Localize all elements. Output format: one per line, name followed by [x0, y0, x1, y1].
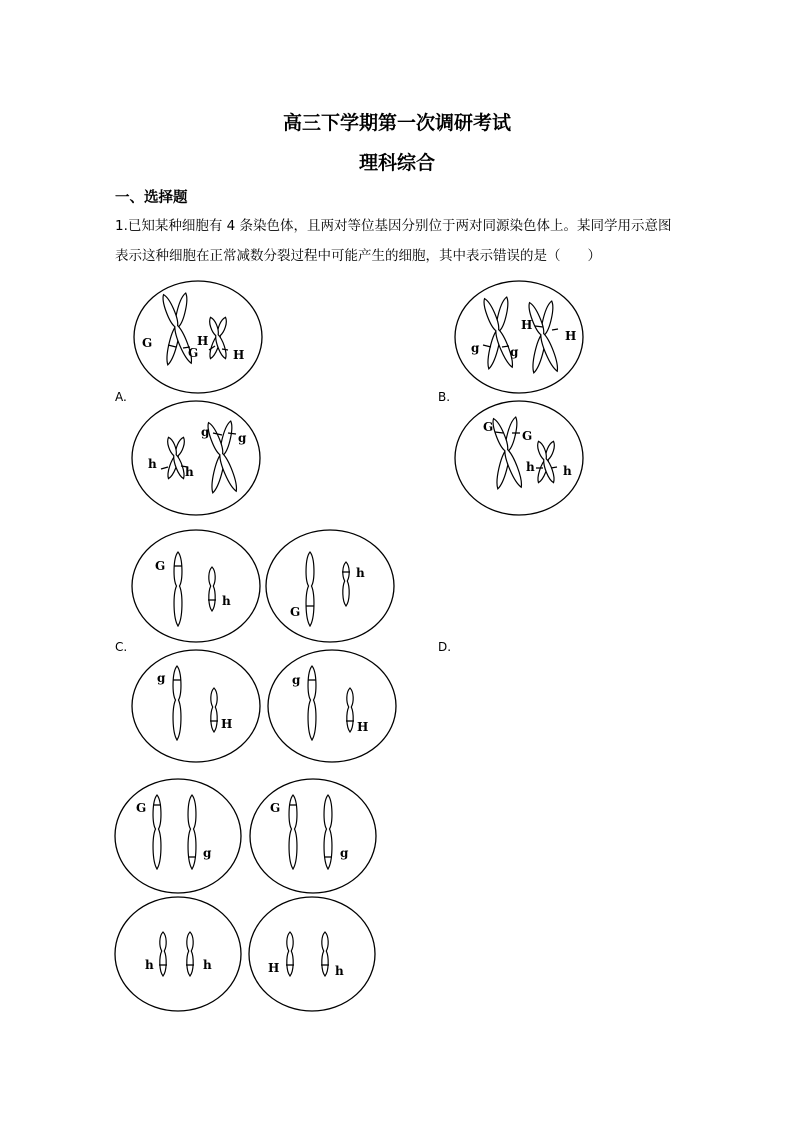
- gene-label: H: [268, 961, 280, 975]
- gene-label: g: [340, 846, 349, 860]
- gene-label: h: [526, 460, 535, 474]
- cell-c1: [132, 530, 260, 642]
- gene-label: h: [222, 594, 231, 608]
- gene-label: H: [565, 329, 577, 343]
- gene-label: G: [483, 420, 494, 434]
- cell-b2: [455, 401, 583, 515]
- gene-label: g: [157, 671, 166, 685]
- cell-a1: [134, 281, 262, 393]
- option-d-label: D.: [438, 640, 452, 654]
- gene-label: G: [188, 346, 199, 360]
- cell-d2: [250, 779, 376, 893]
- gene-label: g: [238, 431, 247, 445]
- gene-label: H: [197, 334, 209, 348]
- cell-c2: [266, 530, 394, 642]
- cell-b1: [455, 281, 583, 393]
- question-line-1: 1.已知某种细胞有 4 条染色体，且两对等位基因分别位于两对同源染色体上。某同学用示意图: [115, 218, 672, 234]
- gene-label: h: [148, 457, 157, 471]
- option-a-label: A.: [115, 390, 127, 404]
- cell-d4: [249, 897, 375, 1011]
- gene-label: H: [221, 717, 233, 731]
- gene-label: G: [522, 429, 533, 443]
- gene-label: G: [290, 605, 301, 619]
- gene-label: g: [201, 425, 210, 439]
- gene-label: G: [142, 336, 153, 350]
- gene-label: h: [203, 958, 212, 972]
- gene-label: H: [357, 720, 369, 734]
- gene-label: H: [233, 348, 245, 362]
- gene-label: h: [563, 464, 572, 478]
- gene-label: h: [356, 566, 365, 580]
- gene-label: h: [335, 964, 344, 978]
- gene-label: g: [471, 341, 480, 355]
- gene-label: G: [270, 801, 281, 815]
- exam-title: 高三下学期第一次调研考试: [282, 112, 511, 134]
- gene-label: h: [185, 465, 194, 479]
- gene-label: g: [510, 345, 519, 359]
- gene-label: h: [145, 958, 154, 972]
- gene-label: G: [136, 801, 147, 815]
- section-heading: 一、选择题: [115, 190, 188, 206]
- cell-c4: [268, 650, 396, 762]
- cell-a2: [132, 401, 260, 515]
- question-line-2: 表示这种细胞在正常减数分裂过程中可能产生的细胞，其中表示错误的是（ ）: [115, 248, 601, 264]
- option-c-label: C.: [115, 640, 128, 654]
- cell-d1: [115, 779, 241, 893]
- option-b-label: B.: [438, 390, 451, 404]
- cell-c3: [132, 650, 260, 762]
- cell-d3: [115, 897, 241, 1011]
- gene-label: g: [203, 846, 212, 860]
- gene-label: G: [155, 559, 166, 573]
- gene-label: g: [292, 673, 301, 687]
- exam-subtitle: 理科综合: [358, 152, 435, 174]
- gene-label: H: [521, 318, 533, 332]
